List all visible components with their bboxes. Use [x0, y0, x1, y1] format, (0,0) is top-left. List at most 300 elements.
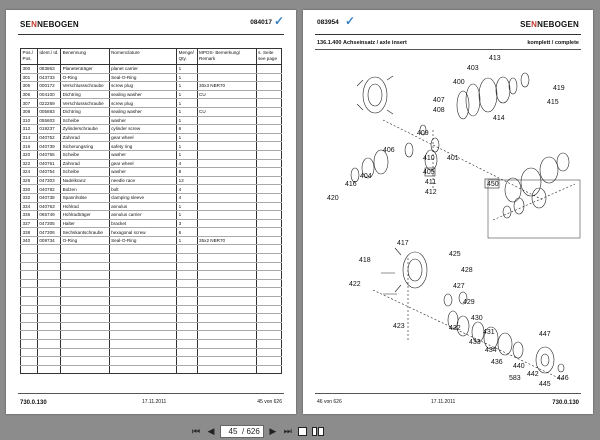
table-cell [61, 305, 110, 314]
callout-label: 429 [463, 299, 475, 306]
callout-label: 431 [483, 329, 495, 336]
table-row [21, 288, 282, 297]
table-cell [109, 288, 177, 297]
section-title: Achseinsatz / axle insert [343, 40, 407, 46]
section-header [317, 40, 579, 46]
page-navigation-toolbar [190, 423, 430, 439]
table-cell: 4 [177, 159, 197, 168]
table-cell [21, 340, 38, 349]
table-cell [256, 348, 281, 357]
footer-page: 45 von 626 [257, 399, 282, 405]
table-cell [197, 314, 256, 323]
callout-label: 442 [527, 371, 539, 378]
footer-rule [18, 393, 284, 394]
callout-label: 400 [453, 79, 465, 86]
table-cell [61, 331, 110, 340]
table-cell [256, 99, 281, 108]
table-cell [61, 365, 110, 374]
table-cell [177, 365, 197, 374]
table-cell [177, 348, 197, 357]
footer-date: 17.11.2011 [142, 399, 167, 405]
table-cell: 043733 [37, 73, 60, 82]
table-row [21, 271, 282, 280]
table-row [21, 65, 282, 74]
table-cell [37, 340, 60, 349]
table-cell: 306 [21, 90, 38, 99]
table-cell [197, 142, 256, 151]
table-cell [21, 288, 38, 297]
callout-label: 403 [467, 65, 479, 72]
table-row [21, 254, 282, 263]
table-cell [197, 254, 256, 263]
table-row [21, 262, 282, 271]
table-cell: washer [109, 168, 177, 177]
table-cell [197, 168, 256, 177]
single-page-view-icon[interactable] [297, 425, 309, 437]
table-row [21, 142, 282, 151]
table-cell: Bolzen [61, 185, 110, 194]
table-cell [197, 125, 256, 134]
table-cell: 326 [21, 176, 38, 185]
table-cell [256, 340, 281, 349]
table-cell [256, 73, 281, 82]
table-row [21, 236, 282, 245]
callout-label: 422 [349, 281, 361, 288]
table-cell: 330 [21, 185, 38, 194]
table-cell: Scheibe [61, 168, 110, 177]
footer-rule [315, 393, 581, 394]
table-cell [197, 288, 256, 297]
table-cell [197, 297, 256, 306]
table-cell [197, 73, 256, 82]
table-cell [61, 245, 110, 254]
table-cell: 1 [177, 73, 197, 82]
table-cell: 040761 [37, 159, 60, 168]
table-cell [197, 340, 256, 349]
table-cell [109, 254, 177, 263]
callout-label: 430 [471, 315, 483, 322]
table-cell: 065749 [37, 211, 60, 220]
table-cell [197, 133, 256, 142]
table-row [21, 305, 282, 314]
table-cell [21, 297, 38, 306]
table-cell: 3 [177, 219, 197, 228]
table-cell [197, 365, 256, 374]
callout-label: 414 [493, 115, 505, 122]
table-cell: 083863 [37, 65, 60, 74]
footer-doc-number: 730.0.130 [552, 400, 579, 406]
table-cell: 314 [21, 133, 38, 142]
table-cell: Dichtring [61, 90, 110, 99]
table-cell [256, 150, 281, 159]
callout-label: 410 [423, 155, 435, 162]
table-cell: Zahnrad [61, 159, 110, 168]
table-cell [197, 150, 256, 159]
table-cell: 338 [21, 228, 38, 237]
callout-label: 408 [433, 107, 445, 114]
table-row [21, 211, 282, 220]
table-cell [61, 279, 110, 288]
table-cell [37, 262, 60, 271]
table-cell: Dichtring [61, 107, 110, 116]
table-cell [21, 262, 38, 271]
page-code: 083954 [317, 19, 339, 26]
table-cell: hexagonal screw [109, 228, 177, 237]
check-icon: ✓ [273, 14, 284, 28]
table-row [21, 90, 282, 99]
table-cell: cylinder screw [109, 125, 177, 134]
brand-logo: SENNEBOGEN [520, 20, 579, 29]
table-cell: clamping sleeve [109, 193, 177, 202]
two-page-view-icon[interactable] [312, 425, 324, 437]
table-cell [197, 228, 256, 237]
table-cell [256, 365, 281, 374]
table-cell: 1 [177, 133, 197, 142]
table-cell [256, 142, 281, 151]
table-cell: needle race [109, 176, 177, 185]
table-cell [177, 279, 197, 288]
table-cell: Zylinderschraube [61, 125, 110, 134]
table-cell [197, 159, 256, 168]
table-cell [61, 297, 110, 306]
table-cell [37, 297, 60, 306]
table-cell [256, 254, 281, 263]
last-page-icon[interactable]: ⏭ [283, 425, 292, 436]
next-page-icon[interactable]: ▶ [269, 425, 277, 436]
total-pages: / 626 [242, 426, 260, 436]
table-cell: CU [197, 107, 256, 116]
table-cell: 337 [21, 219, 38, 228]
table-row [21, 176, 282, 185]
table-cell [256, 159, 281, 168]
table-cell [37, 365, 60, 374]
table-cell: 047303 [37, 176, 60, 185]
table-cell: 1 [177, 142, 197, 151]
table-cell: 305 [21, 82, 38, 91]
table-cell [109, 297, 177, 306]
table-cell: 047305 [37, 219, 60, 228]
table-cell [256, 279, 281, 288]
table-cell: Verschlussschraube [61, 99, 110, 108]
table-cell: 004100 [37, 90, 60, 99]
table-cell: O-Ring [61, 73, 110, 82]
table-cell [37, 322, 60, 331]
table-cell: 332 [21, 193, 38, 202]
table-cell: washer [109, 150, 177, 159]
table-cell [256, 297, 281, 306]
table-cell [177, 305, 197, 314]
table-cell [197, 262, 256, 271]
table-row [21, 150, 282, 159]
callout-label: 418 [359, 257, 371, 264]
table-cell [256, 193, 281, 202]
table-cell: screw plug [109, 82, 177, 91]
table-cell [256, 211, 281, 220]
callout-label: 440 [513, 363, 525, 370]
table-row [21, 297, 282, 306]
callout-label: 404 [360, 173, 372, 180]
table-cell: 040765 [37, 150, 60, 159]
table-row [21, 107, 282, 116]
table-cell: Seal-O-Ring [109, 73, 177, 82]
table-cell [21, 314, 38, 323]
callout-label: 419 [553, 85, 565, 92]
table-cell: gear wheel [109, 159, 177, 168]
table-cell: 1 [177, 99, 197, 108]
table-cell [109, 271, 177, 280]
table-header: Nomenclature [109, 49, 177, 65]
table-cell [37, 314, 60, 323]
table-row [21, 322, 282, 331]
callout-label: 416 [345, 181, 357, 188]
table-cell: gear wheel [109, 133, 177, 142]
callout-label: 413 [489, 55, 501, 62]
table-cell [197, 219, 256, 228]
table-cell: planet carrier [109, 65, 177, 74]
table-cell [256, 245, 281, 254]
table-cell: Scheibe [61, 116, 110, 125]
table-cell [197, 116, 256, 125]
table-row [21, 279, 282, 288]
header-rule [315, 34, 581, 35]
table-row [21, 116, 282, 125]
table-cell [256, 271, 281, 280]
callout-label: 447 [539, 331, 551, 338]
footer-doc-number: 730.0.130 [20, 400, 47, 406]
table-cell [256, 185, 281, 194]
table-cell: 1 [177, 116, 197, 125]
callout-label: 420 [327, 195, 339, 202]
table-row [21, 228, 282, 237]
table-cell [177, 322, 197, 331]
table-cell [37, 245, 60, 254]
table-cell: 009734 [37, 236, 60, 245]
table-cell [197, 99, 256, 108]
table-cell [197, 357, 256, 366]
callout-labels [327, 55, 569, 388]
table-cell [197, 331, 256, 340]
table-cell [256, 357, 281, 366]
table-header: Ident./ Id. [37, 49, 60, 65]
table-cell [61, 348, 110, 357]
table-row [21, 159, 282, 168]
table-cell [109, 322, 177, 331]
table-cell [256, 228, 281, 237]
table-header: Menge/ Qty. [177, 49, 197, 65]
table-cell [256, 133, 281, 142]
exploded-drawing [313, 50, 587, 388]
table-cell [256, 202, 281, 211]
table-cell [256, 331, 281, 340]
table-cell: sealing washer [109, 107, 177, 116]
table-row [21, 82, 282, 91]
table-header: Pos./ Pos. [21, 49, 38, 65]
table-cell [21, 348, 38, 357]
table-cell: CU [197, 90, 256, 99]
table-cell [21, 254, 38, 263]
table-cell: 308 [21, 107, 38, 116]
table-cell: sealing washer [109, 90, 177, 99]
table-cell [256, 168, 281, 177]
table-row [21, 340, 282, 349]
table-cell: Hohlradträger [61, 211, 110, 220]
table-cell [197, 279, 256, 288]
table-cell [256, 314, 281, 323]
table-cell: bracket [109, 219, 177, 228]
table-cell [256, 107, 281, 116]
current-page-input[interactable]: 45 [228, 426, 238, 436]
table-cell: 4 [177, 185, 197, 194]
table-header: Benennung [61, 49, 110, 65]
table-cell [256, 125, 281, 134]
table-cell [37, 305, 60, 314]
table-header: s. Seite see page [256, 49, 281, 65]
table-cell [197, 305, 256, 314]
table-cell [21, 305, 38, 314]
table-cell: 300 [21, 65, 38, 74]
table-cell: screw plug [109, 99, 177, 108]
table-cell [109, 305, 177, 314]
left-page [6, 10, 296, 414]
table-cell: 4 [177, 193, 197, 202]
right-page [303, 10, 593, 414]
table-cell [256, 305, 281, 314]
table-cell: 334 [21, 202, 38, 211]
table-cell: 12 [177, 176, 197, 185]
table-row [21, 348, 282, 357]
table-cell: 6 [177, 125, 197, 134]
table-cell [109, 340, 177, 349]
callout-label: 412 [425, 189, 437, 196]
table-cell [109, 245, 177, 254]
table-cell: 35x2 NBR70 [197, 236, 256, 245]
table-cell: washer [109, 116, 177, 125]
table-cell [177, 271, 197, 280]
first-page-icon[interactable]: ⏮ [191, 425, 201, 436]
table-cell: safety ring [109, 142, 177, 151]
callout-label: 417 [397, 240, 409, 247]
table-cell: 336 [21, 211, 38, 220]
callout-label: 407 [433, 97, 445, 104]
table-header: MPOS- Bemerkung/ Remark [197, 49, 256, 65]
table-cell: 047306 [37, 228, 60, 237]
table-cell: 312 [21, 125, 38, 134]
page-number-box[interactable] [220, 425, 264, 438]
table-cell: 1 [177, 65, 197, 74]
table-row [21, 357, 282, 366]
table-cell [177, 288, 197, 297]
previous-page-icon[interactable]: ◀ [207, 425, 215, 436]
table-cell [21, 365, 38, 374]
table-cell [197, 202, 256, 211]
table-cell: 320 [21, 150, 38, 159]
table-cell: annulus carrier [109, 211, 177, 220]
callout-label: 415 [547, 99, 559, 106]
callout-label: 428 [461, 267, 473, 274]
table-cell: 8 [177, 168, 197, 177]
section-number: 136.1.400 [317, 40, 342, 46]
section-complete: komplett / complete [527, 40, 579, 46]
table-cell: 6 [177, 228, 197, 237]
table-cell [61, 314, 110, 323]
table-cell [256, 82, 281, 91]
table-row [21, 73, 282, 82]
footer-page: 46 von 626 [317, 399, 342, 405]
table-row [21, 219, 282, 228]
table-cell [177, 357, 197, 366]
table-cell: Planetenträger [61, 65, 110, 74]
table-cell: 000172 [37, 82, 60, 91]
table-cell [109, 279, 177, 288]
table-cell: 1 [177, 202, 197, 211]
table-cell [177, 340, 197, 349]
table-cell: Nadelkranz [61, 176, 110, 185]
table-cell [177, 262, 197, 271]
table-cell: 316 [21, 142, 38, 151]
table-cell [37, 348, 60, 357]
table-row [21, 245, 282, 254]
callout-label: 445 [539, 381, 551, 388]
table-cell [37, 271, 60, 280]
table-cell [197, 211, 256, 220]
table-cell [197, 271, 256, 280]
table-cell [256, 65, 281, 74]
table-cell: 040782 [37, 185, 60, 194]
table-cell [197, 348, 256, 357]
table-cell: 040763 [37, 202, 60, 211]
table-cell [197, 245, 256, 254]
table-row [21, 193, 282, 202]
callout-label: 423 [393, 323, 405, 330]
callout-label: 436 [491, 359, 503, 366]
callout-label: 433 [469, 339, 481, 346]
table-cell: 307 [21, 99, 38, 108]
table-cell [21, 322, 38, 331]
table-cell [256, 116, 281, 125]
table-cell [37, 288, 60, 297]
table-cell: 301 [21, 73, 38, 82]
callout-label: 427 [453, 283, 465, 290]
table-cell: 040752 [37, 133, 60, 142]
table-cell [197, 176, 256, 185]
callout-label: 406 [383, 147, 395, 154]
table-cell [61, 340, 110, 349]
table-cell: 055603 [37, 116, 60, 125]
table-cell [256, 219, 281, 228]
table-cell: 310 [21, 116, 38, 125]
table-cell: 005883 [37, 107, 60, 116]
table-cell [37, 357, 60, 366]
callout-label: 446 [557, 375, 569, 382]
callout-label: 432 [449, 325, 461, 332]
callout-label: 411 [425, 179, 437, 186]
table-cell: Hohlrad [61, 202, 110, 211]
table-row [21, 125, 282, 134]
table-cell: 1 [177, 236, 197, 245]
table-cell: 1 [177, 90, 197, 99]
table-cell [109, 262, 177, 271]
table-cell: 040739 [37, 142, 60, 151]
table-cell: 322 [21, 159, 38, 168]
table-cell [61, 262, 110, 271]
table-cell [21, 331, 38, 340]
brand-logo: SENNEBOGEN [20, 20, 79, 29]
footer-date: 17.11.2011 [431, 399, 456, 405]
table-row [21, 133, 282, 142]
table-cell: bolt [109, 185, 177, 194]
table-cell: 040754 [37, 168, 60, 177]
check-icon: ✓ [345, 14, 356, 28]
